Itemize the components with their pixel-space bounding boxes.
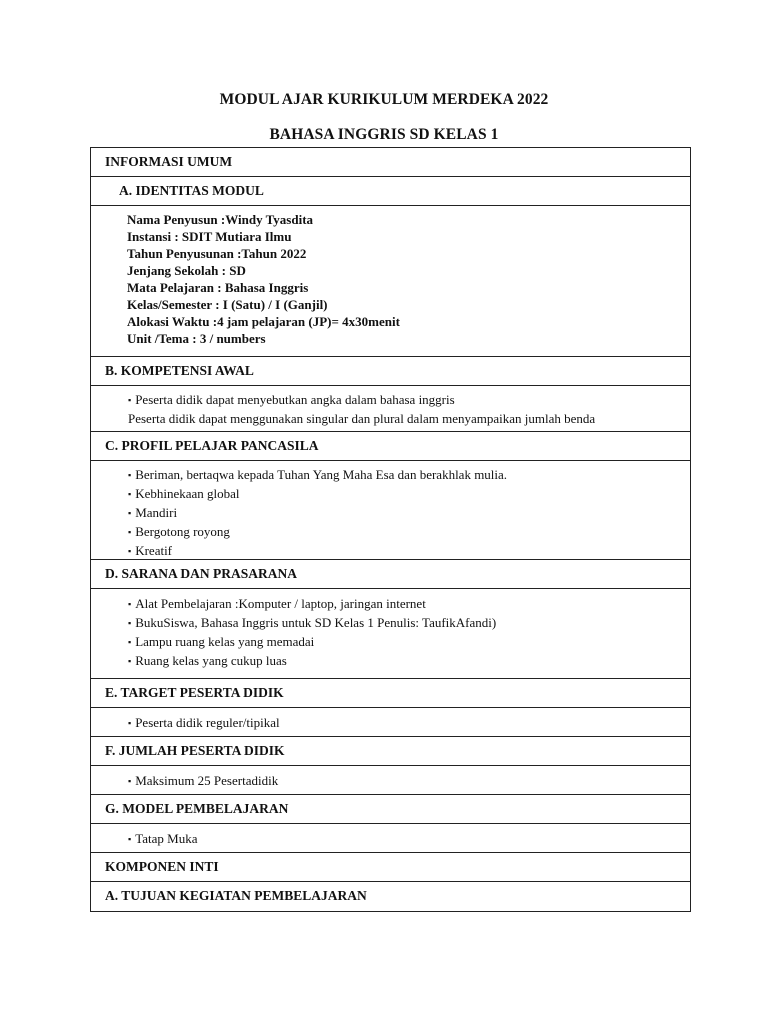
section-identitas-body bbox=[90, 205, 691, 357]
section-model-heading bbox=[90, 794, 691, 824]
model-heading: G. MODEL PEMBELAJARAN bbox=[105, 801, 289, 816]
target-item: ▪ Peserta didik reguler/tipikal bbox=[128, 714, 690, 733]
identitas-line: Tahun Penyusunan :Tahun 2022 bbox=[127, 246, 307, 261]
target-heading: E. TARGET PESERTA DIDIK bbox=[105, 685, 284, 700]
identitas-line: Unit /Tema : 3 / numbers bbox=[127, 331, 266, 346]
kompetensi-heading: B. KOMPETENSI AWAL bbox=[105, 363, 254, 378]
profil-item: ▪ Mandiri bbox=[128, 504, 690, 523]
section-jumlah-body bbox=[90, 765, 691, 795]
komponen-inti-heading: KOMPONEN INTI bbox=[105, 859, 219, 874]
identitas-line: Instansi : SDIT Mutiara Ilmu bbox=[127, 229, 292, 244]
profil-item: ▪ Kreatif bbox=[128, 542, 690, 561]
sarana-item: ▪ BukuSiswa, Bahasa Inggris untuk SD Kelas 1 Penulis: TaufikAfandi) bbox=[128, 614, 690, 633]
section-target-heading bbox=[90, 678, 691, 708]
section-kompetensi-heading bbox=[90, 356, 691, 386]
identitas-line: Jenjang Sekolah : SD bbox=[127, 263, 246, 278]
identitas-heading: A. IDENTITAS MODUL bbox=[119, 183, 264, 198]
identitas-line: Alokasi Waktu :4 jam pelajaran (JP)= 4x30menit bbox=[127, 314, 400, 329]
document-title: MODUL AJAR KURIKULUM MERDEKA 2022 bbox=[219, 91, 549, 108]
sarana-item: ▪ Alat Pembelajaran :Komputer / laptop, jaringan internet bbox=[128, 595, 690, 614]
section-tujuan-heading bbox=[90, 881, 691, 912]
profil-item: ▪ Bergotong royong bbox=[128, 523, 690, 542]
profil-heading: C. PROFIL PELAJAR PANCASILA bbox=[105, 438, 319, 453]
section-profil-body bbox=[90, 460, 691, 560]
section-kompetensi-body bbox=[90, 385, 691, 432]
section-jumlah-heading bbox=[90, 736, 691, 766]
identitas-line: Kelas/Semester : I (Satu) / I (Ganjil) bbox=[127, 297, 328, 312]
section-target-body bbox=[90, 707, 691, 737]
sarana-item: ▪ Lampu ruang kelas yang memadai bbox=[128, 633, 690, 652]
section-informasi-umum bbox=[90, 147, 691, 177]
jumlah-item: ▪ Maksimum 25 Pesertadidik bbox=[128, 772, 690, 791]
model-item: ▪ Tatap Muka bbox=[128, 830, 690, 849]
section-sarana-body bbox=[90, 588, 691, 679]
section-sarana-heading bbox=[90, 559, 691, 589]
profil-item: ▪ Beriman, bertaqwa kepada Tuhan Yang Maha Esa dan berakhlak mulia. bbox=[128, 466, 690, 485]
jumlah-heading: F. JUMLAH PESERTA DIDIK bbox=[105, 743, 285, 758]
section-model-body bbox=[90, 823, 691, 853]
identitas-line: Nama Penyusun :Windy Tyasdita bbox=[127, 212, 314, 227]
profil-item: ▪ Kebhinekaan global bbox=[128, 485, 690, 504]
informasi-umum-heading: INFORMASI UMUM bbox=[105, 154, 233, 169]
tujuan-heading: A. TUJUAN KEGIATAN PEMBELAJARAN bbox=[105, 888, 367, 903]
document-subtitle: BAHASA INGGRIS SD KELAS 1 bbox=[269, 126, 499, 143]
section-komponen-inti bbox=[90, 852, 691, 882]
identitas-line: Mata Pelajaran : Bahasa Inggris bbox=[127, 280, 309, 295]
sarana-heading: D. SARANA DAN PRASARANA bbox=[105, 566, 298, 581]
kompetensi-item: ▪ Peserta didik dapat menyebutkan angka dalam bahasa inggris bbox=[128, 391, 690, 410]
sarana-item: ▪ Ruang kelas yang cukup luas bbox=[128, 652, 690, 671]
kompetensi-item: Peserta didik dapat menggunakan singular dan plural dalam menyampaikan jumlah benda bbox=[128, 411, 596, 426]
section-identitas-heading bbox=[90, 176, 691, 206]
section-profil-heading bbox=[90, 431, 691, 461]
